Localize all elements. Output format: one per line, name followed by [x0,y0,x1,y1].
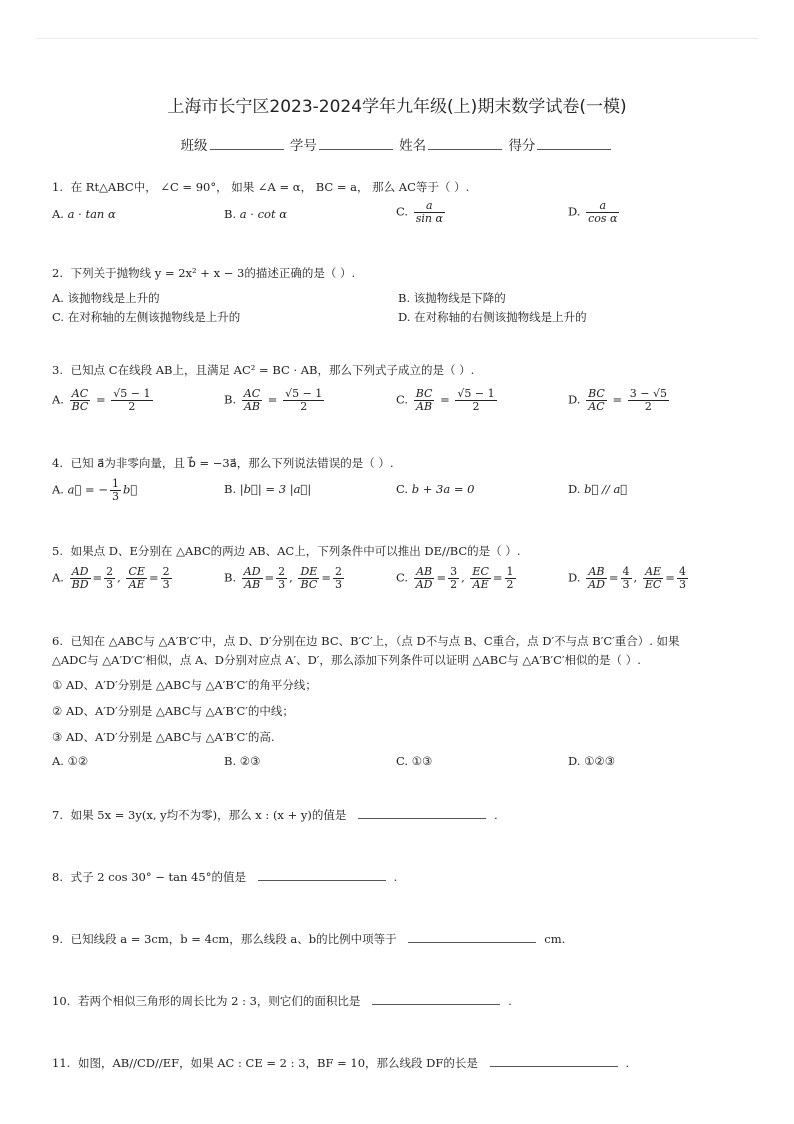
option-text: b⃗ // a⃗ [584,482,628,496]
option-text: ①②③ [584,754,616,768]
q1-option-d[interactable] [568,200,621,225]
fraction: $\frac{a}{\text{sin α}}$ [415,199,443,225]
question-tail: . [393,870,398,884]
option-label: C. [52,310,65,324]
fraction: $\frac{AE}{EC}$ [644,565,662,591]
option-label: B. [224,392,237,407]
q6-option-b[interactable] [224,754,260,768]
question-text: 已知 a⃗为非零向量，且 b⃗ = −3a⃗，那么下列说法错误的是（ ）. [70,456,394,470]
option-label: B. [224,570,237,585]
option-label: D. [568,754,581,768]
q5-option-a[interactable]: A. $\frac{AD}{BD}$ = $\frac{2}{3}$ , $\frac{CE}{AE}$ = $\frac{2}{3}$ [52,565,170,591]
q2-option-c[interactable] [52,310,240,324]
question-9 [52,932,565,946]
name-field[interactable] [399,134,504,154]
question-number: 7. [52,808,63,822]
q6-option-c[interactable] [396,754,432,768]
q4-option-d[interactable] [568,482,627,496]
option-text: b⃗ [122,482,138,497]
question-text: 已知点 C在线段 AB上，且满足 AC² = BC · AB，那么下列式子成立的是（ ）. [70,363,475,377]
fraction: $\frac{AB}{AD}$ [588,565,605,591]
answer-blank[interactable] [490,1056,618,1067]
fraction: $\frac{4}{3}$ [622,565,630,591]
question-6 [52,634,680,648]
class-field[interactable] [181,134,286,154]
fraction: $\frac{BC}{AB}$ [415,387,433,413]
option-text: 该抛物线是上升的 [67,291,160,305]
question-6-line-2: △ADC与 △A′D′C′相似，点 A、D分别对应点 A′、D′，那么添加下列条件可以证明 △ABC与 △A′B′C′相似的是（ ）. [52,653,641,667]
answer-blank[interactable] [358,808,486,819]
fraction: $\frac{2}{3}$ [162,565,170,591]
question-8 [52,870,397,884]
q1-option-c[interactable] [396,200,447,225]
fraction: $\frac{AD}{BD}$ [71,565,89,591]
fraction: $\frac{2}{3}$ [278,565,286,591]
q6-option-a[interactable] [52,754,88,768]
option-text: 在对称轴的左侧该抛物线是上升的 [67,310,241,324]
fraction: $\frac{2}{3}$ [334,565,342,591]
class-blank[interactable] [210,137,284,150]
score-blank[interactable] [537,137,611,150]
q6-condition-3: ③ AD、A′D′分别是 △ABC与 △A′B′C′的高. [52,730,275,744]
option-label: D. [568,204,581,219]
class-label: 班级 [180,138,208,154]
fraction: $\frac{AC}{BC}$ [71,387,89,413]
question-5 [52,544,521,558]
fraction: $\frac{CE}{AE}$ [128,565,145,591]
q3-option-a[interactable]: A. $\frac{AC}{BC}$ = $\frac{√5 - 1}{2}$ [52,387,151,413]
option-label: A. [52,392,64,407]
option-label: B. [224,482,237,496]
fraction: $\frac{1}{3}$ [111,477,119,503]
question-3 [52,363,474,377]
fraction: $\frac{√5 - 1}{2}$ [457,387,495,413]
question-number: 11. [52,1056,71,1070]
option-label: A. [52,482,64,497]
q2-option-d[interactable] [398,310,587,324]
option-text: ①③ [411,754,433,768]
score-label: 得分 [508,138,536,154]
option-text: a · tan α [67,207,116,221]
q5-option-d[interactable]: D. $\frac{AB}{AD}$ = $\frac{4}{3}$ , $\frac{AE}{EC}$ = $\frac{4}{3}$ [568,565,686,591]
answer-blank[interactable] [372,994,500,1005]
fraction: $\frac{a}{\text{cos α}}$ [588,199,618,225]
q6-condition-1: ① AD、A′D′分别是 △ABC与 △A′B′C′的角平分线； [52,678,317,692]
question-text: 在 Rt△ABC中， ∠C = 90°， 如果 ∠A = α， BC = a， 那么 AC等于（ ）. [70,180,470,194]
q4-option-b[interactable] [224,482,311,496]
page-top-rule [36,38,758,39]
option-label: D. [568,570,581,585]
question-text: 已知在 △ABC与 △A′B′C′中，点 D、D′分别在边 BC、B′C′上，（点 D不与点 B、C重合，点 D′不与点 B′C′重合）. 如果 [70,634,680,648]
answer-blank[interactable] [408,932,536,943]
q2-option-a[interactable] [52,291,160,305]
question-number: 4. [52,456,63,470]
question-4 [52,456,394,470]
answer-blank[interactable] [258,870,386,881]
question-number: 8. [52,870,63,884]
fraction: $\frac{DE}{BC}$ [300,565,318,591]
fraction: $\frac{4}{3}$ [678,565,686,591]
id-field[interactable] [290,134,395,154]
question-number: 6. [52,634,63,648]
option-label: D. [568,392,581,407]
option-label: C. [396,482,409,496]
question-text: 式子 2 cos 30° − tan 45°的值是 [70,870,246,884]
score-field[interactable] [508,134,613,154]
option-label: A. [52,754,64,768]
fraction: $\frac{1}{2}$ [506,565,514,591]
question-tail: . [625,1056,630,1070]
option-label: B. [398,291,411,305]
option-text: a⃗ = − [67,482,108,497]
question-number: 9. [52,932,63,946]
fraction: $\frac{EC}{AE}$ [472,565,489,591]
id-blank[interactable] [319,137,393,150]
q1-option-b[interactable] [224,207,287,221]
q6-option-d[interactable] [568,754,615,768]
question-text: 若两个相似三角形的周长比为 2 : 3，则它们的面积比是 [77,994,361,1008]
q4-option-a[interactable] [52,478,137,503]
question-11 [52,1056,629,1070]
q5-option-b[interactable]: B. $\frac{AD}{AB}$ = $\frac{2}{3}$ , $\frac{DE}{BC}$ = $\frac{2}{3}$ [224,565,342,591]
question-tail: . [494,808,498,822]
fraction: $\frac{AD}{AB}$ [243,565,261,591]
question-number: 1. [52,180,63,194]
q2-option-b[interactable] [398,291,506,305]
fraction: $\frac{√5 - 1}{2}$ [285,387,323,413]
option-text: |b⃗| = 3 |a⃗| [239,482,312,496]
question-number: 10. [52,994,71,1008]
option-text: 在对称轴的右侧该抛物线是上升的 [414,310,587,324]
question-1 [52,180,469,194]
q3-option-d[interactable]: D. $\frac{BC}{AC}$ = $\frac{3 - √5}{2}$ [568,387,668,413]
option-text: 该抛物线是下降的 [413,291,506,305]
question-text: 已知线段 a = 3cm，b = 4cm，那么线段 a、b的比例中项等于 [70,932,397,946]
question-number: 2. [52,266,63,280]
option-text: ②③ [239,754,261,768]
question-2 [52,266,355,280]
fraction: $\frac{AB}{AD}$ [415,565,433,591]
option-label: D. [568,482,581,496]
fraction: $\frac{3 - √5}{2}$ [629,387,668,413]
question-text: 如果 5x = 3y(x, y均不为零)，那么 x : (x + y)的值是 [70,808,347,822]
fraction: $\frac{2}{3}$ [106,565,114,591]
option-label: A. [52,291,64,305]
name-blank[interactable] [428,137,502,150]
q6-condition-2: ② AD、A′D′分别是 △ABC与 △A′B′C′的中线； [52,704,294,718]
q5-option-c[interactable]: C. $\frac{AB}{AD}$ = $\frac{3}{2}$ , $\frac{EC}{AE}$ = $\frac{1}{2}$ [396,565,514,591]
question-text: 如图，AB//CD//EF，如果 AC : CE = 2 : 3，BF = 10，那么线段 DF的长是 [77,1056,478,1070]
q1-option-a[interactable] [52,207,116,221]
name-label: 姓名 [399,138,427,154]
id-label: 学号 [289,138,317,154]
option-label: A. [52,570,64,585]
option-text: ①② [67,754,89,768]
option-label: A. [52,207,64,221]
question-tail: . [508,994,512,1008]
fraction: $\frac{BC}{AC}$ [588,387,605,413]
option-label: C. [396,570,409,585]
fraction: $\frac{√5 - 1}{2}$ [113,387,151,413]
option-label: D. [398,310,411,324]
question-tail: cm. [544,932,566,946]
question-7 [52,808,498,822]
question-number: 5. [52,544,63,558]
q4-option-c[interactable] [396,482,474,496]
option-text: b + 3a = 0 [411,482,475,496]
question-text: 下列关于抛物线 y = 2x² + x − 3的描述正确的是（ ）. [70,266,356,280]
page-title: 上海市长宁区2023-2024学年九年级(上)期末数学试卷(一模) [167,97,627,117]
q3-option-c[interactable]: C. $\frac{BC}{AB}$ = $\frac{√5 - 1}{2}$ [396,387,495,413]
option-label: B. [224,754,237,768]
question-10 [52,994,512,1008]
fraction: $\frac{3}{2}$ [450,565,458,591]
fraction: $\frac{AC}{AB}$ [243,387,261,413]
option-label: C. [396,754,409,768]
option-label: C. [396,392,409,407]
option-text: a · cot α [239,207,287,221]
question-text: 如果点 D、E分别在 △ABC的两边 AB、AC上，下列条件中可以推出 DE//BC的是（ ）. [70,544,521,558]
question-number: 3. [52,363,63,377]
option-label: B. [224,207,237,221]
student-info-row [0,134,794,154]
option-label: C. [396,204,409,219]
q3-option-b[interactable]: B. $\frac{AC}{AB}$ = $\frac{√5 - 1}{2}$ [224,387,323,413]
